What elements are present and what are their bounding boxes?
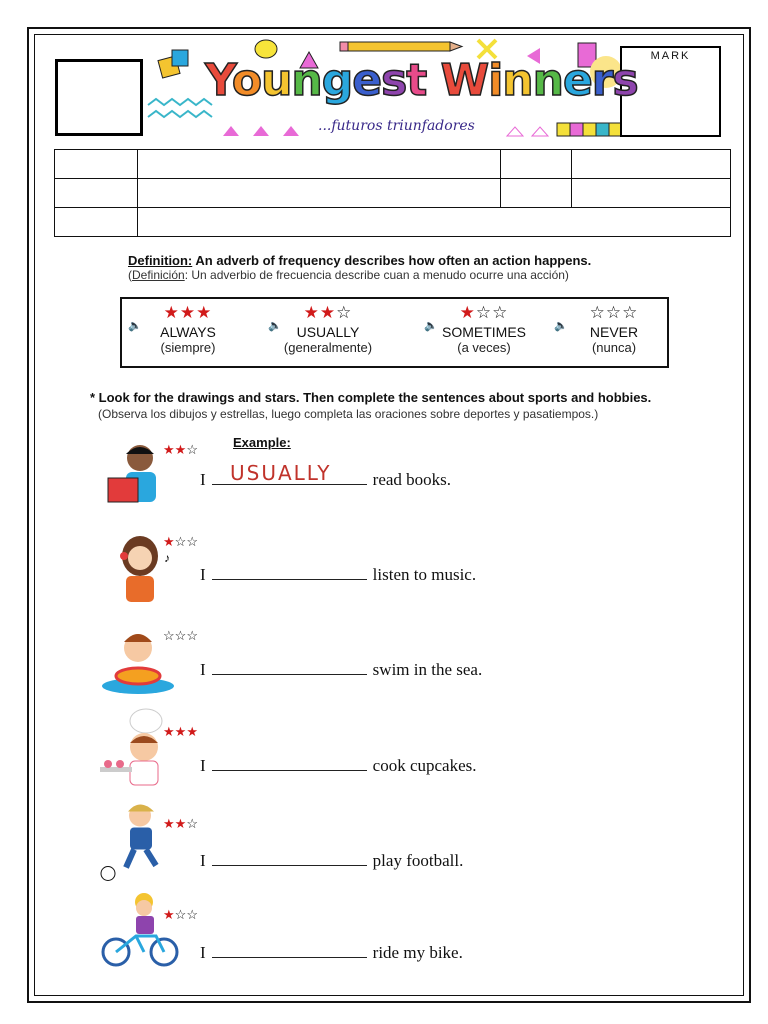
definition-es — [128, 268, 569, 282]
info-cell[interactable] — [138, 179, 501, 208]
speaker-icon[interactable]: 🔈 — [128, 320, 142, 332]
freq-translation: (siempre) — [160, 340, 216, 355]
answer-blank[interactable] — [212, 673, 367, 675]
info-cell[interactable] — [501, 179, 572, 208]
sentence-text — [200, 756, 477, 776]
sentence-subject: I — [200, 660, 206, 679]
freq-always — [128, 303, 248, 355]
star-empty-icon: ☆ — [589, 303, 606, 322]
info-cell[interactable] — [55, 208, 138, 237]
freq-word: NEVER — [589, 324, 639, 340]
star-empty-icon: ☆ — [622, 303, 639, 322]
star-empty-icon: ☆ — [174, 534, 187, 549]
logo-letter — [426, 55, 440, 106]
row-stars — [163, 534, 198, 550]
sentence-text — [200, 470, 451, 490]
info-cell[interactable] — [138, 208, 731, 237]
logo-letter: s — [381, 55, 407, 106]
info-cell[interactable] — [138, 150, 501, 179]
speaker-icon[interactable]: 🔈 — [268, 320, 282, 332]
star-filled-icon: ★ — [174, 816, 187, 831]
sentence-text — [200, 660, 482, 680]
freq-sometimes — [424, 303, 544, 355]
star-filled-icon: ★ — [174, 442, 187, 457]
star-empty-icon: ☆ — [163, 628, 175, 643]
answer-blank[interactable] — [212, 864, 367, 866]
logo-letter: e — [352, 55, 382, 106]
freq-word: USUALLY — [296, 324, 360, 340]
info-cell[interactable] — [501, 150, 572, 179]
logo-letter: r — [591, 55, 613, 106]
chef-girl-picture — [100, 697, 180, 797]
star-filled-icon: ★ — [163, 907, 175, 922]
freq-stars — [424, 303, 544, 323]
logo-letter: g — [321, 55, 353, 106]
definition-es-text: : Un adverbio de frecuencia describe cuan a menudo ocurre una acción) — [184, 268, 569, 282]
sentence-subject: I — [200, 470, 206, 489]
sentence-subject: I — [200, 943, 206, 962]
answer-blank[interactable] — [212, 483, 367, 485]
row-stars — [163, 907, 198, 923]
logo-letter: i — [488, 55, 503, 106]
star-filled-icon: ★ — [163, 816, 175, 831]
star-filled-icon: ★ — [196, 303, 213, 322]
freq-translation: (generalmente) — [283, 340, 373, 355]
row-stars — [163, 628, 198, 644]
star-empty-icon: ☆ — [186, 534, 198, 549]
logo-letter: e — [562, 55, 592, 106]
star-empty-icon: ☆ — [186, 628, 198, 643]
answer-blank[interactable] — [212, 956, 367, 958]
star-empty-icon: ☆ — [174, 628, 187, 643]
row-stars — [163, 442, 198, 458]
sentence-text — [200, 565, 476, 585]
freq-word: ALWAYS — [160, 324, 216, 340]
star-empty-icon: ☆ — [186, 907, 198, 922]
star-empty-icon: ☆ — [186, 816, 198, 831]
star-empty-icon: ☆ — [605, 303, 623, 322]
answer-blank[interactable] — [212, 769, 367, 771]
star-filled-icon: ★ — [163, 534, 175, 549]
star-filled-icon: ★ — [319, 303, 337, 322]
sentence-rest: listen to music. — [372, 565, 477, 584]
student-info-table — [54, 149, 731, 237]
info-cell[interactable] — [572, 150, 731, 179]
speaker-icon[interactable]: 🔈 — [554, 320, 568, 332]
star-empty-icon: ☆ — [475, 303, 493, 322]
sentence-rest: cook cupcakes. — [372, 756, 477, 775]
definition-text: An adverb of frequency describes how often an action happens. — [192, 253, 592, 268]
logo-letter: u — [261, 55, 292, 106]
sentence-rest: ride my bike. — [372, 943, 463, 962]
star-filled-icon: ★ — [163, 442, 175, 457]
freq-translation: (nunca) — [591, 340, 637, 355]
sentence-row — [0, 532, 768, 622]
logo-letter: Y — [205, 55, 232, 106]
sentence-rest: read books. — [372, 470, 452, 489]
example-label: Example: — [233, 435, 291, 450]
definition-label: Definition: — [128, 253, 193, 268]
freq-stars — [554, 303, 674, 323]
logo-title — [205, 55, 638, 106]
row-stars — [163, 724, 198, 740]
sentence-row — [0, 905, 768, 995]
star-filled-icon: ★ — [174, 724, 187, 739]
star-filled-icon: ★ — [163, 303, 180, 322]
star-filled-icon: ★ — [163, 724, 175, 739]
instructions-es: (Observa los dibujos y estrellas, luego completa las oraciones sobre deportes y pasatiempos.) — [98, 407, 599, 421]
sentence-rest: play football. — [372, 851, 464, 870]
sentence-rest: swim in the sea. — [372, 660, 483, 679]
example-answer: USUALLY — [230, 461, 332, 485]
svg-text:♪: ♪ — [164, 551, 170, 565]
freq-never — [554, 303, 674, 355]
star-empty-icon: ☆ — [492, 303, 509, 322]
info-cell[interactable] — [55, 179, 138, 208]
instructions-en: * Look for the drawings and stars. Then complete the sentences about sports and hobbies. — [90, 390, 652, 405]
girl-football-picture — [100, 794, 180, 889]
logo-letter: n — [291, 55, 322, 106]
photo-box — [55, 59, 143, 136]
star-filled-icon: ★ — [179, 303, 197, 322]
star-filled-icon: ★ — [186, 724, 198, 739]
star-empty-icon: ☆ — [186, 442, 198, 457]
sentence-row — [0, 440, 768, 530]
boy-bike-picture — [100, 885, 180, 975]
freq-stars — [268, 303, 388, 323]
freq-word: SOMETIMES — [441, 324, 526, 340]
sentence-text — [200, 943, 463, 963]
info-cell[interactable] — [55, 150, 138, 179]
freq-usually — [268, 303, 388, 355]
speaker-icon[interactable]: 🔈 — [424, 320, 438, 332]
star-empty-icon: ☆ — [336, 303, 353, 322]
definition-es-label: Definición — [132, 268, 185, 282]
sentence-subject: I — [200, 756, 206, 775]
star-filled-icon: ★ — [303, 303, 320, 322]
logo-tagline: ...futuros triunfadores — [318, 118, 475, 134]
logo-letter: s — [612, 55, 638, 106]
freq-translation: (a veces) — [457, 340, 511, 355]
mark-label: MARK — [650, 50, 691, 62]
frequency-legend — [120, 297, 669, 368]
logo-letter: W — [440, 55, 489, 106]
logo-letter: t — [406, 55, 427, 106]
sentence-subject: I — [200, 851, 206, 870]
definition-es-open: ( — [128, 268, 132, 282]
freq-stars — [128, 303, 248, 323]
star-filled-icon: ★ — [459, 303, 476, 322]
definition-en — [128, 253, 591, 268]
answer-blank[interactable] — [212, 578, 367, 580]
sentence-text — [200, 851, 463, 871]
logo-letter: o — [231, 55, 262, 106]
logo-letter: n — [532, 55, 563, 106]
logo-letter: n — [502, 55, 533, 106]
star-empty-icon: ☆ — [174, 907, 187, 922]
info-cell[interactable] — [572, 179, 731, 208]
row-stars — [163, 816, 198, 832]
sentence-subject: I — [200, 565, 206, 584]
